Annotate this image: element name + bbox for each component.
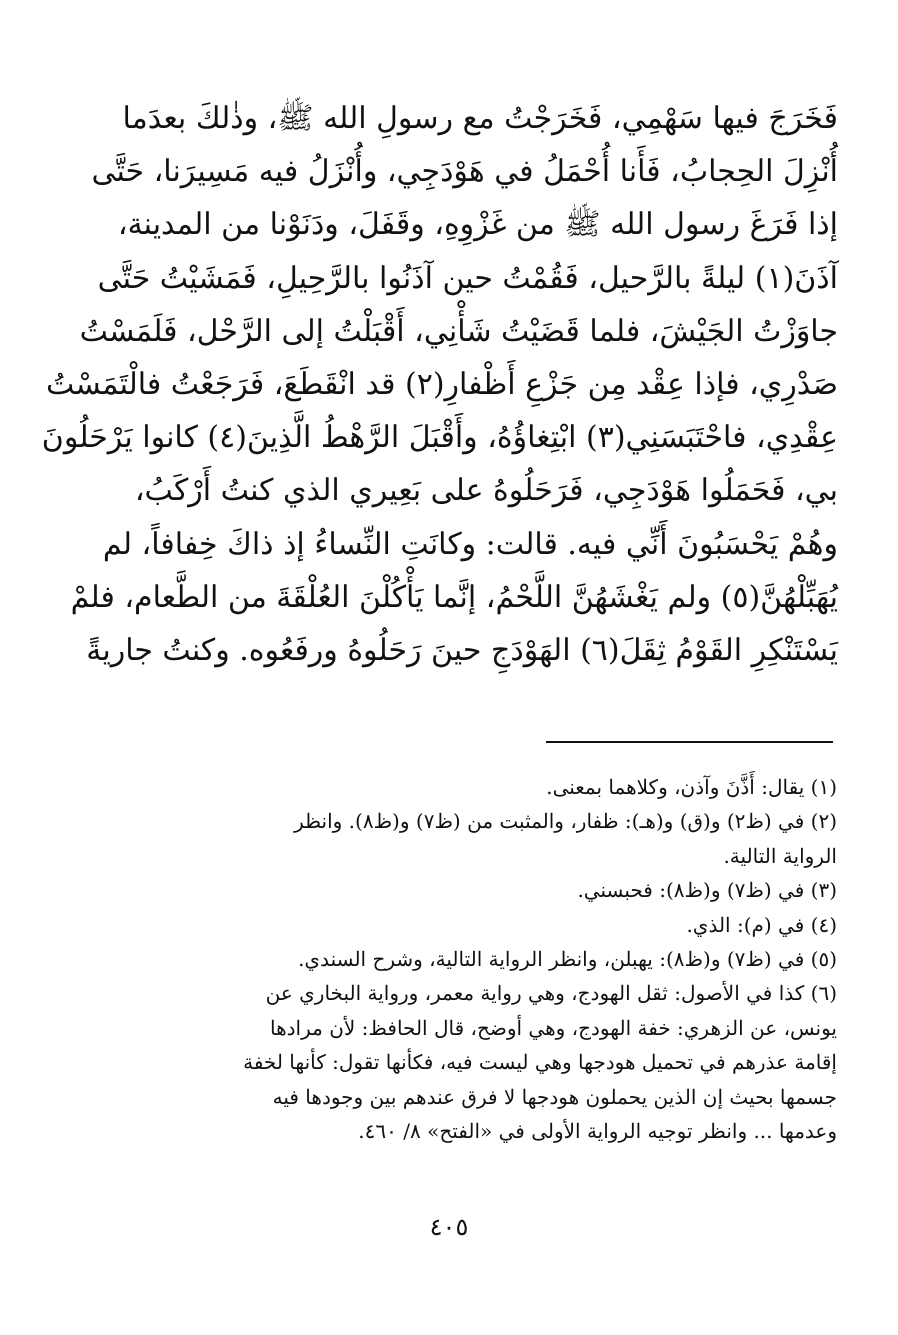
footnote-line: (٦) كذا في الأصول: ثقل الهودج، وهي رواية معمر، ورواية البخاري عن bbox=[265, 981, 837, 1006]
main-text-line: جاوَزْتُ الجَيْشَ، فلما قَضَيْتُ شَأْنِي، أَقْبَلْتُ إلى الرَّحْل، فَلَمَسْتُ bbox=[79, 313, 838, 349]
main-text-line: يُهَبِّلْهُنَّ(٥) ولم يَغْشَهُنَّ اللَّحْمُ، إنَّما يَأْكُلْنَ العُلْقَةَ من الطَّعام، فلمْ bbox=[70, 579, 838, 615]
main-text-line: آذَنَ(١) ليلةً بالرَّحيل، فَقُمْتُ حين آذَنُوا بالرَّحِيلِ، فَمَشَيْتُ حَتَّى bbox=[97, 260, 838, 296]
footnote-line: (١) يقال: أَذَّنَ وآذن، وكلاهما بمعنى. bbox=[546, 775, 837, 799]
main-text-line: وهُمْ يَحْسَبُونَ أَنِّي فيه. قالت: وكانَتِ النِّساءُ إذ ذاكَ خِفافاً، لم bbox=[102, 526, 838, 562]
footnote-line: (٢) في (ظ٢) و(ق) و(هـ): ظفار، والمثبت من (ظ٧) و(ظ٨). وانظر bbox=[294, 809, 837, 834]
footnote-line: (٣) في (ظ٧) و(ظ٨): فحبسني. bbox=[577, 878, 837, 903]
main-text-line: إذا فَرَغَ رسول الله ﷺ من غَزْوِهِ، وقَفَلَ، ودَنَوْنا من المدينة، bbox=[117, 207, 838, 243]
footnote-line: (٤) في (م): الذي. bbox=[686, 912, 837, 937]
main-text-line: صَدْرِي، فإذا عِقْد مِن جَزْعِ أَظْفارِ(٢) قد انْقَطَعَ، فَرَجَعْتُ فالْتَمَسْتُ bbox=[46, 366, 838, 402]
footnote-line: يونس، عن الزهري: خفة الهودج، وهي أوضح، قال الحافظ: لأن مرادها bbox=[270, 1015, 837, 1040]
footnote-line: إقامة عذرهم في تحميل هودجها وهي ليست فيه، فكأنها تقول: كأنها لخفة bbox=[243, 1050, 837, 1075]
footnote-line: (٥) في (ظ٧) و(ظ٨): يهبلن، وانظر الرواية التالية، وشرح السندي. bbox=[298, 946, 837, 971]
footnote-line: الرواية التالية. bbox=[723, 843, 837, 868]
footnote-line: جسمها بحيث إن الذين يحملون هودجها لا فرق عندهم بين وجودها فيه bbox=[272, 1084, 837, 1109]
page-number: ٤٠٥ bbox=[429, 1213, 469, 1241]
main-text-line: يَسْتَنْكِرِ القَوْمُ ثِقَلَ(٦) الهَوْدَجِ حينَ رَحَلُوهُ ورفَعُوه. وكنتُ جاريةً bbox=[86, 632, 838, 668]
footnotes-block bbox=[125, 770, 837, 1148]
main-text-block bbox=[41, 92, 838, 677]
main-text-line: عِقْدِي، فاحْتَبَسَنِي(٣) ابْتِغاؤُهُ، وأَقْبَلَ الرَّهْطُ الَّذِينَ(٤) كانوا يَرْحَلُونَ bbox=[41, 420, 838, 456]
main-text-line: بي، فَحَمَلُوا هَوْدَجِي، فَرَحَلُوهُ على بَعِيري الذي كنتُ أَرْكَبُ، bbox=[134, 473, 838, 509]
footnote-line: وعدمها ... وانظر توجيه الرواية الأولى في «الفتح» ٨/ ٤٦٠. bbox=[358, 1118, 837, 1143]
footnote-separator bbox=[546, 741, 833, 743]
main-text-line: فَخَرَجَ فيها سَهْمِي، فَخَرَجْتُ مع رسولِ الله ﷺ، وذٰلكَ بعدَما bbox=[122, 101, 838, 136]
main-text-line: أُنْزِلَ الحِجابُ، فَأَنا أُحْمَلُ في هَوْدَجِي، وأُنْزَلُ فيه مَسِيرَنا، حَتَّى bbox=[91, 154, 838, 190]
